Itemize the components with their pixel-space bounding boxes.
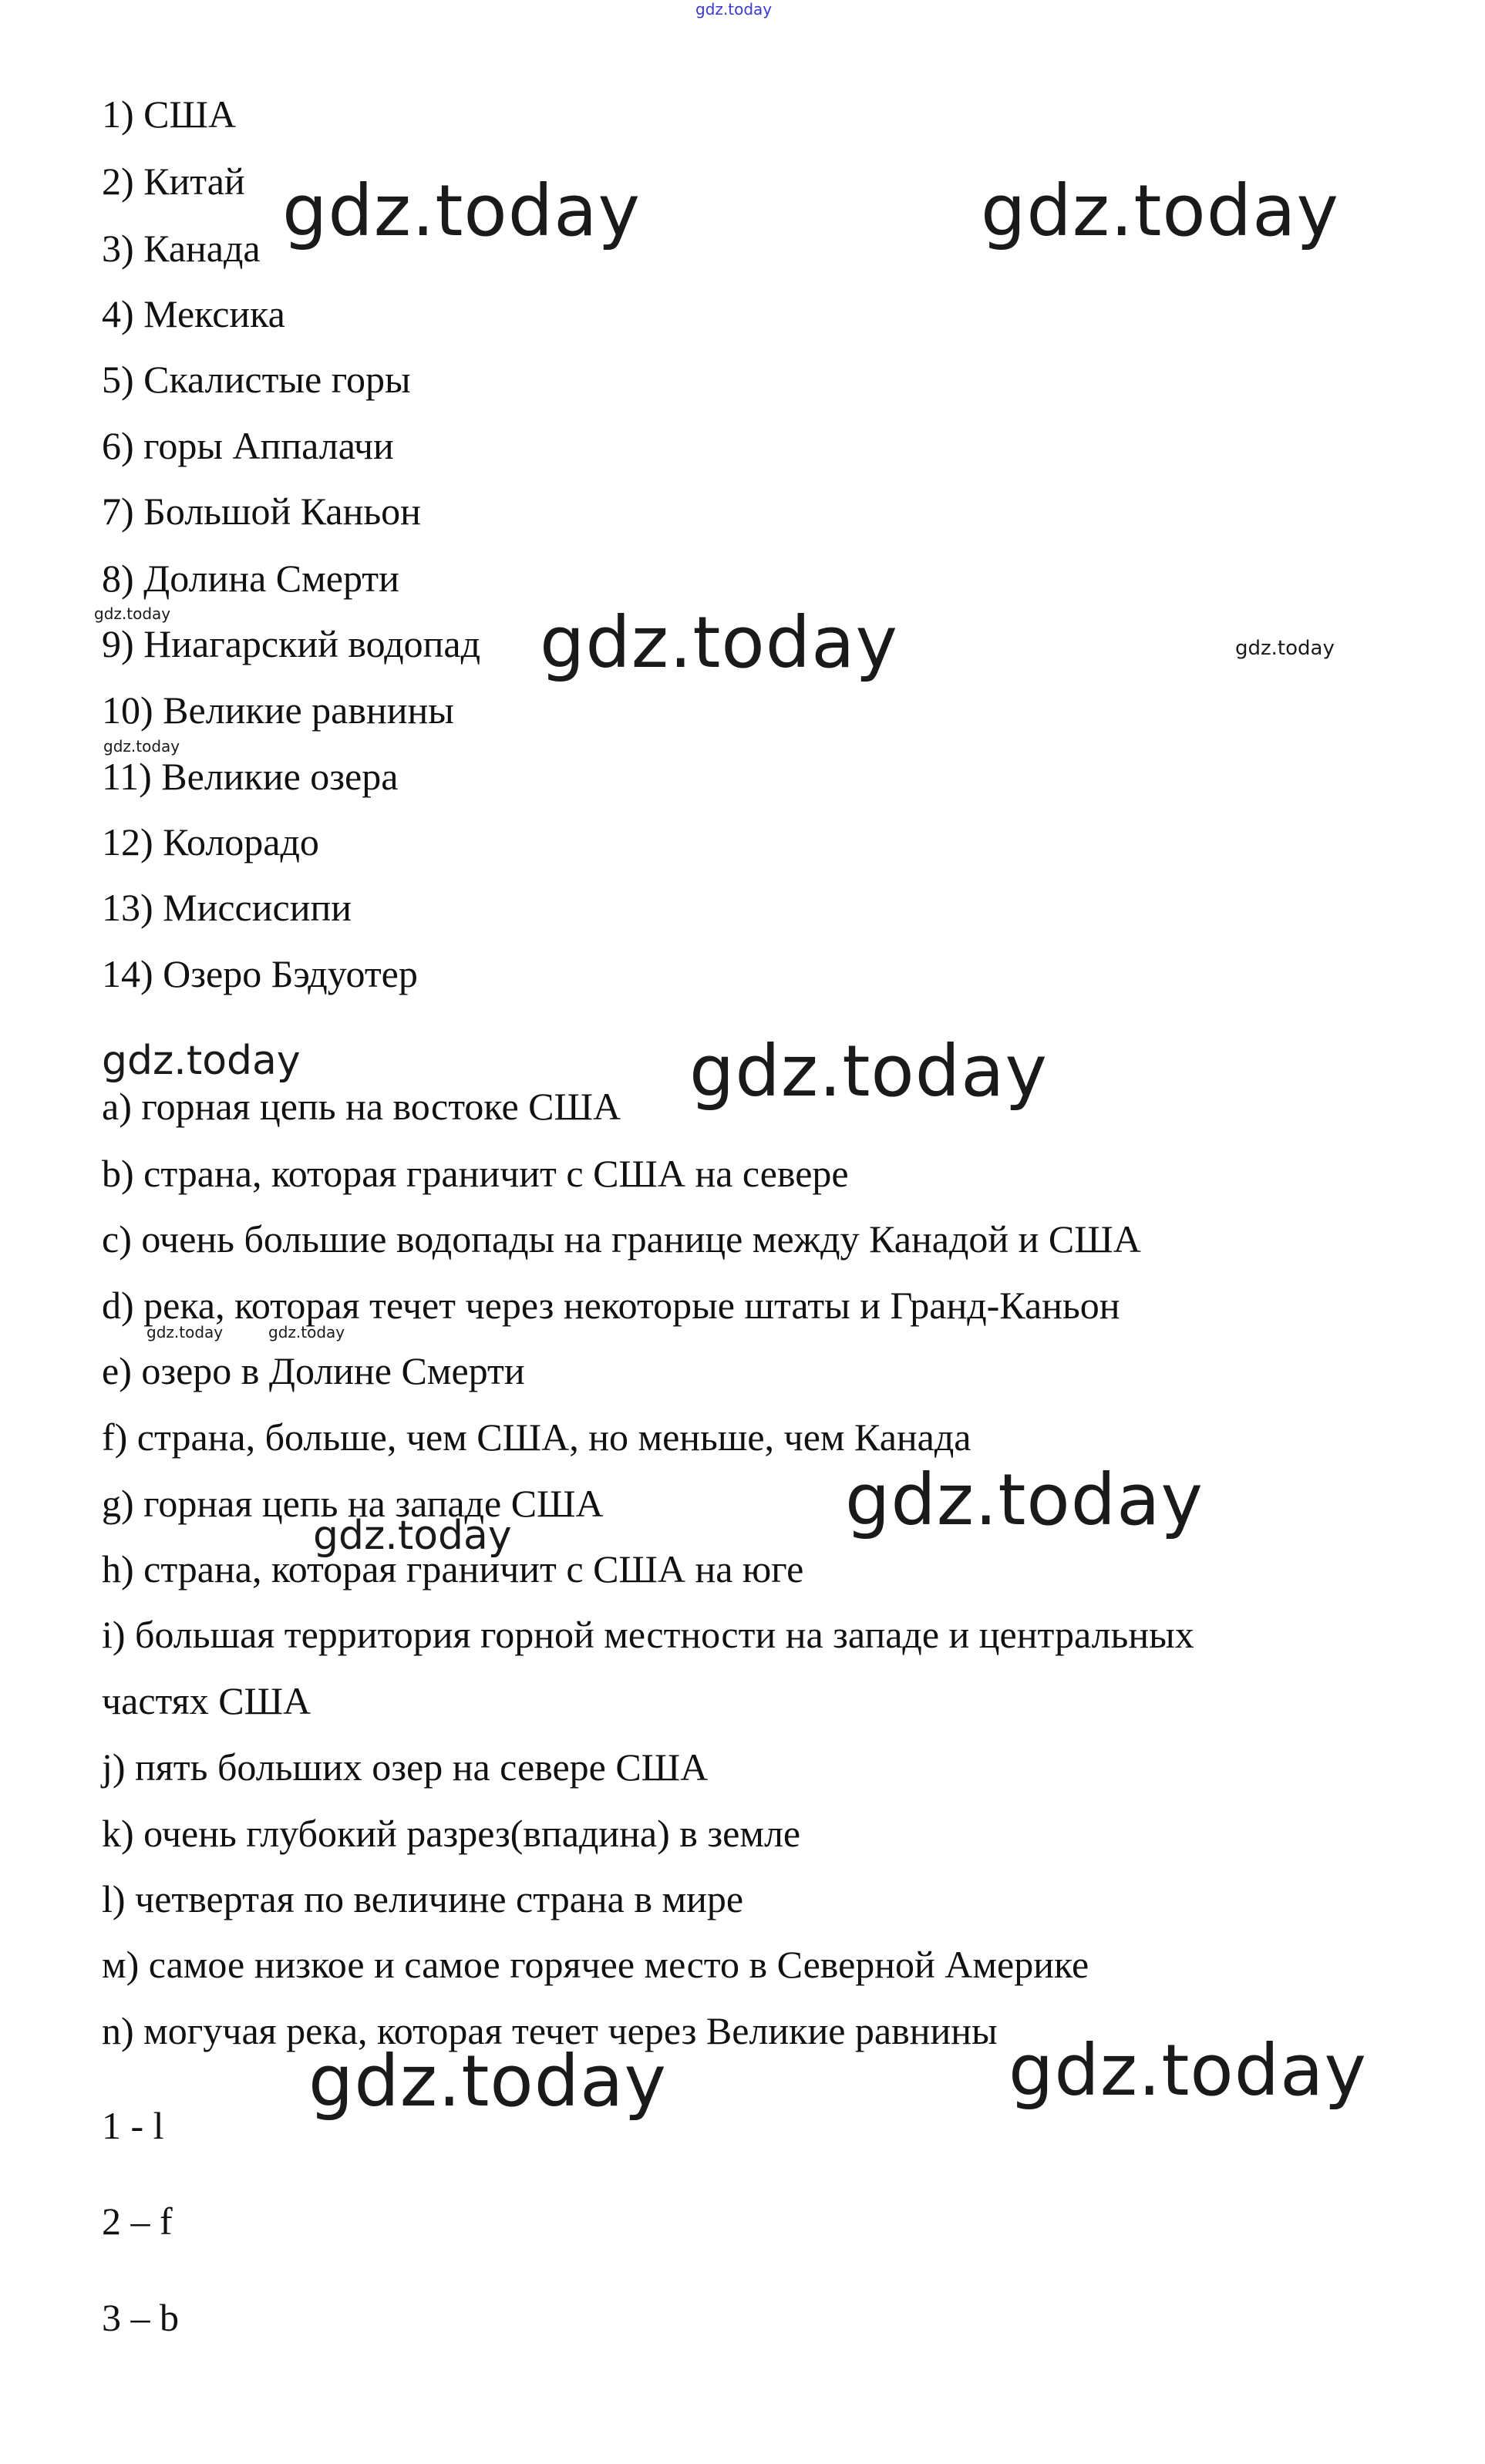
watermark: gdz.today bbox=[845, 1459, 1204, 1541]
term-item: 3) Канада bbox=[102, 227, 261, 270]
definition-item: c) очень большие водопады на границе между Канадой и США bbox=[102, 1217, 1141, 1261]
term-item: 2) Китай bbox=[102, 160, 245, 203]
definition-item: i) большая территория горной местности на западе и центральных bbox=[102, 1613, 1194, 1656]
definition-item: e) озеро в Долине Смерти bbox=[102, 1349, 525, 1392]
term-item: 11) Великие озера bbox=[102, 755, 399, 798]
term-item: 7) Большой Каньон bbox=[102, 490, 421, 533]
definition-item: g) горная цепь на западе США bbox=[102, 1482, 604, 1525]
answer-item: 2 – f bbox=[102, 2200, 173, 2243]
answer-item: 1 - l bbox=[102, 2104, 164, 2147]
term-item: 4) Мексика bbox=[102, 292, 285, 335]
watermark: gdz.today bbox=[146, 1323, 224, 1341]
definition-item: h) страна, которая граничит с США на юге bbox=[102, 1547, 804, 1590]
definition-item: f) страна, больше, чем США, но меньше, чем Канада bbox=[102, 1415, 971, 1459]
definition-item: k) очень глубокий разрез(впадина) в земле bbox=[102, 1812, 801, 1855]
term-item: 14) Озеро Бэдуотер bbox=[102, 952, 418, 995]
watermark: gdz.today bbox=[103, 737, 180, 756]
watermark: gdz.today bbox=[1009, 2029, 1367, 2112]
term-item: 1) США bbox=[102, 93, 237, 136]
term-item: 13) Миссисипи bbox=[102, 886, 352, 929]
watermark: gdz.today bbox=[981, 170, 1339, 252]
answer-item: 3 – b bbox=[102, 2296, 179, 2339]
term-item: 5) Скалистые горы bbox=[102, 358, 411, 401]
definition-item: n) могучая река, которая течет через Великие равнины bbox=[102, 2009, 998, 2052]
definition-item: b) страна, которая граничит с США на севере bbox=[102, 1152, 849, 1195]
watermark: gdz.today bbox=[282, 170, 641, 252]
term-item: 10) Великие равнины bbox=[102, 688, 454, 732]
watermark: gdz.today bbox=[540, 601, 898, 684]
watermark: gdz.today bbox=[1235, 637, 1335, 660]
watermark: gdz.today bbox=[308, 2040, 667, 2122]
term-item: 9) Ниагарский водопад bbox=[102, 622, 481, 665]
definition-item: a) горная цепь на востоке США bbox=[102, 1085, 621, 1128]
definition-item: j) пять больших озер на севере США bbox=[102, 1745, 709, 1789]
definition-item: м) самое низкое и самое горячее место в Северной Америке bbox=[102, 1943, 1089, 1986]
watermark: gdz.today bbox=[313, 1513, 512, 1559]
definition-item: l) четвертая по величине страна в мире bbox=[102, 1877, 744, 1920]
watermark: gdz.today bbox=[102, 1038, 301, 1084]
term-item: 12) Колорадо bbox=[102, 820, 319, 863]
watermark: gdz.today bbox=[689, 1030, 1048, 1113]
watermark: gdz.today bbox=[268, 1323, 345, 1341]
definition-item: частях США bbox=[102, 1679, 311, 1722]
watermark: gdz.today bbox=[94, 604, 171, 623]
term-item: 6) горы Аппалачи bbox=[102, 424, 394, 467]
term-item: 8) Долина Смерти bbox=[102, 557, 399, 600]
header-watermark: gdz.today bbox=[695, 0, 773, 19]
definition-item: d) река, которая течет через некоторые штаты и Гранд-Каньон bbox=[102, 1284, 1120, 1327]
